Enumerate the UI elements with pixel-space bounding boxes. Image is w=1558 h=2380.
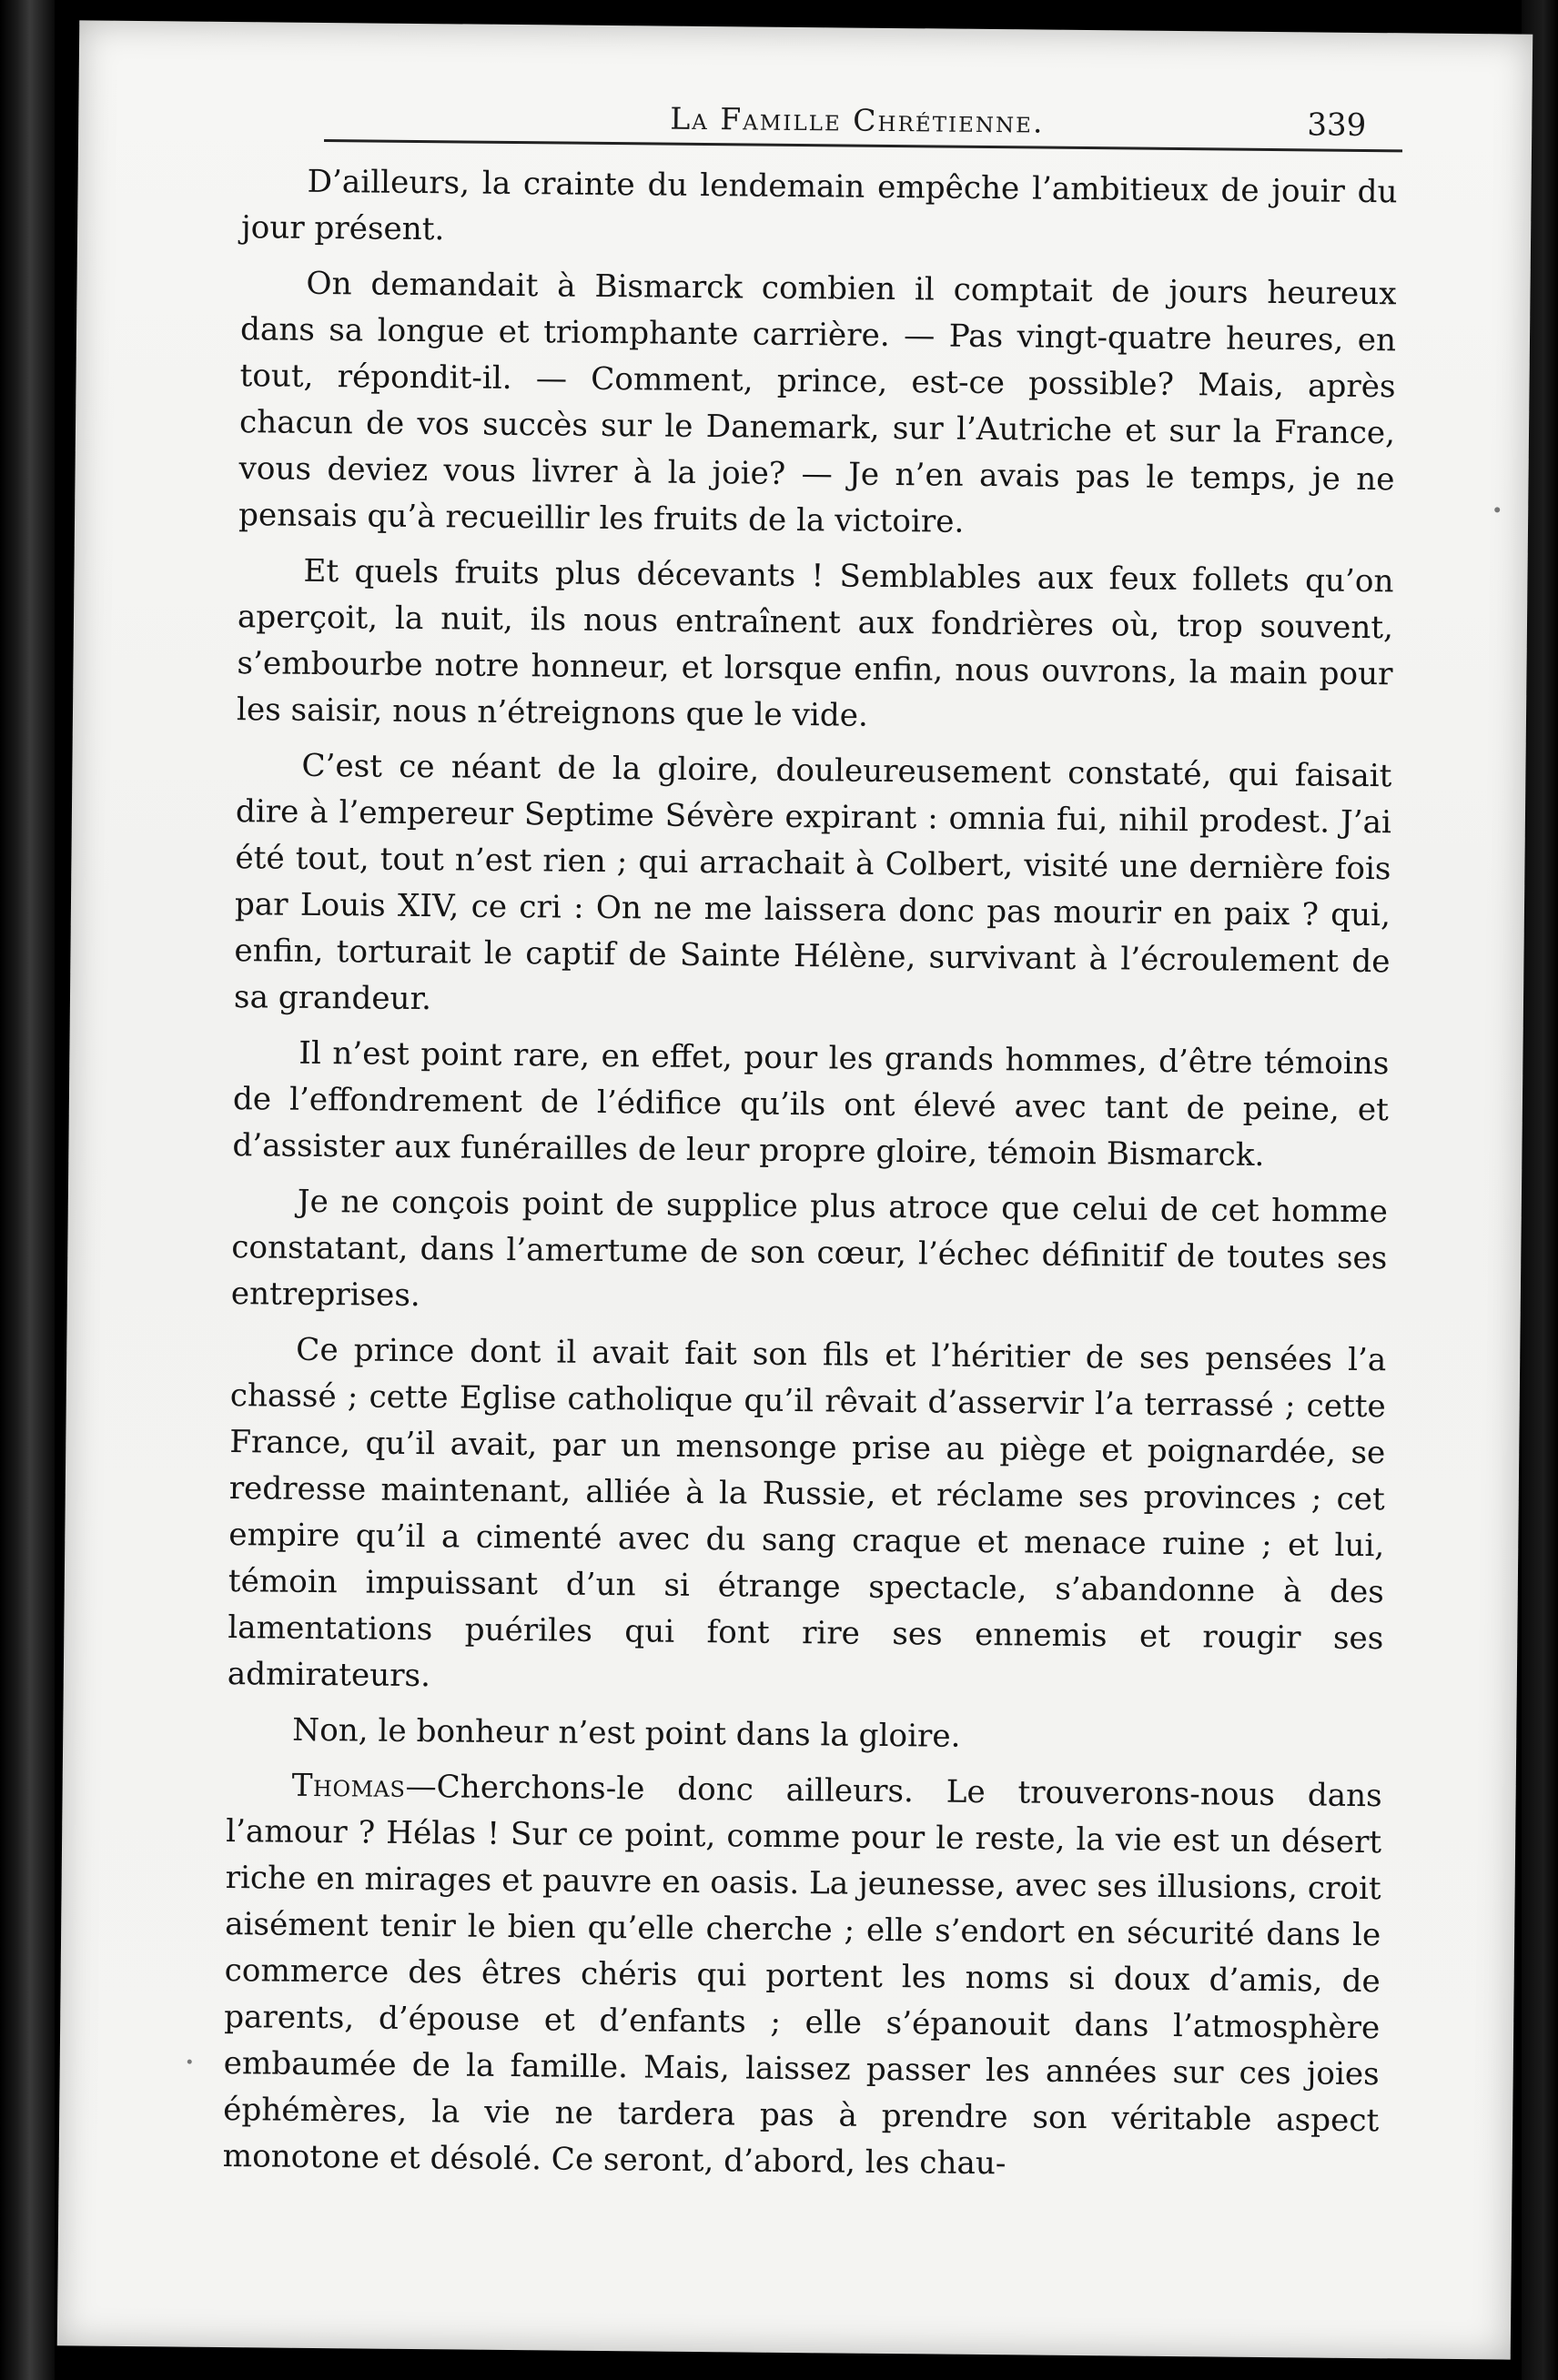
paragraph (228, 1326, 1387, 1709)
paragraph-text: On demandait à Bismarck combien il comptait de jours heureux dans sa longue et triomphante carrière. — Pas vingt-quatre heures, en tout, répondit-il. — Comment, prince, est-ce possible? Mais, après chacun de vos succès sur le Danemark, sur l’Autriche et sur la France, vous deviez vous livrer à la joie? — Je n’en avais pas le temps, je ne pensais qu’à recueillir les fruits de la victoire. (238, 265, 1397, 540)
book-page (57, 20, 1533, 2359)
running-title: La Famille Chrétienne. (670, 100, 1045, 140)
paragraph-text: Il n’est point rare, en effet, pour les grands hommes, d’être témoins de l’effondrement de l’édifice qu’ils ont élevé avec tant de peine, et d’assister aux funérailles de leur propre gloire, témoin Bismarck. (232, 1034, 1390, 1174)
speaker-name: Thomas (291, 1767, 406, 1805)
paragraph (227, 1707, 1382, 1764)
paragraph-text: D’ailleurs, la crainte du lendemain empêche l’ambitieux de jouir du jour présent. (240, 163, 1398, 248)
paragraph-text: Ce prince dont il avait fait son fils et l’héritier de ses pensées l’a chassé ; cette Eglise catholique qu’il rêvait d’asservir l’a terrassé ; cette France, qu’il avait, par un mensonge prise au piège et poignardée, se redresse maintenant, alliée à la Russie, et réclame ses provinces ; cet empire qu’il a cimenté avec du sang craque et menace ruine ; et lui, témoin impuissant d’un si étrange spectacle, s’abandonne à des lamentations puériles qui font rire ses ennemis et rougir ses admirateurs. (227, 1331, 1387, 1695)
paragraph (241, 158, 1398, 262)
paragraph-text: Et quels fruits plus décevants ! Semblables aux feux follets qu’on aperçoit, la nuit, ils nous entraînent aux fondrières où, trop souvent, s’embourbe notre honneur, et lorsque enfin, nous ouvrons, la main pour les saisir, nous n’étreignons que le vide. (236, 552, 1394, 734)
dialogue-paragraph (223, 1762, 1382, 2191)
scan-speck (187, 2060, 192, 2064)
paragraph-text: Non, le bonheur n’est point dans la gloire. (292, 1711, 961, 1755)
paragraph (237, 548, 1394, 744)
page-number: 339 (1307, 106, 1367, 144)
paragraph-text: C’est ce néant de la gloire, douleureusement constaté, qui faisait dire à l’empereur Septime Sévère expirant : omnia fui, nihil prodest. J’ai été tout, tout n’est rien ; qui arrachait à Colbert, visité une dernière fois par Louis XIV, ce cri : On ne me laissera donc pas mourir en paix ? qui, enfin, torturait le captif de Sainte Hélène, survivant à l’écroulement de sa grandeur. (233, 747, 1392, 1018)
left-page-edge (0, 0, 55, 2380)
paragraph (232, 1030, 1389, 1180)
scan-speck (1494, 507, 1500, 512)
paragraph (238, 260, 1397, 550)
paragraph (231, 1178, 1388, 1328)
body-text (223, 158, 1398, 2191)
paragraph-text: —Cherchons-le donc ailleurs. Le trouverons-nous dans l’amour ? Hélas ! Sur ce point, comme pour le reste, la vie est un désert riche en mirages et pauvre en oasis. La jeunesse, avec ses illusions, croit aisément tenir le bien qu’elle cherche ; elle s’endort en sécurité dans le commerce des êtres chéris qui portent les noms si doux d’amis, de parents, d’épouse et d’enfants ; elle s’épanouit dans l’atmosphère embaumée de la famille. Mais, laissez passer les années sur ces joies éphémères, la vie ne tardera pas à prendre son véritable aspect monotone et désolé. Ce seront, d’abord, les chau- (222, 1768, 1382, 2183)
page-header (256, 76, 1385, 151)
paragraph-text: Je ne conçois point de supplice plus atroce que celui de cet homme constatant, dans l’amertume de son cœur, l’échec définitif de toutes ses entreprises. (230, 1183, 1388, 1315)
header-rule (324, 139, 1402, 152)
paragraph (234, 742, 1392, 1032)
